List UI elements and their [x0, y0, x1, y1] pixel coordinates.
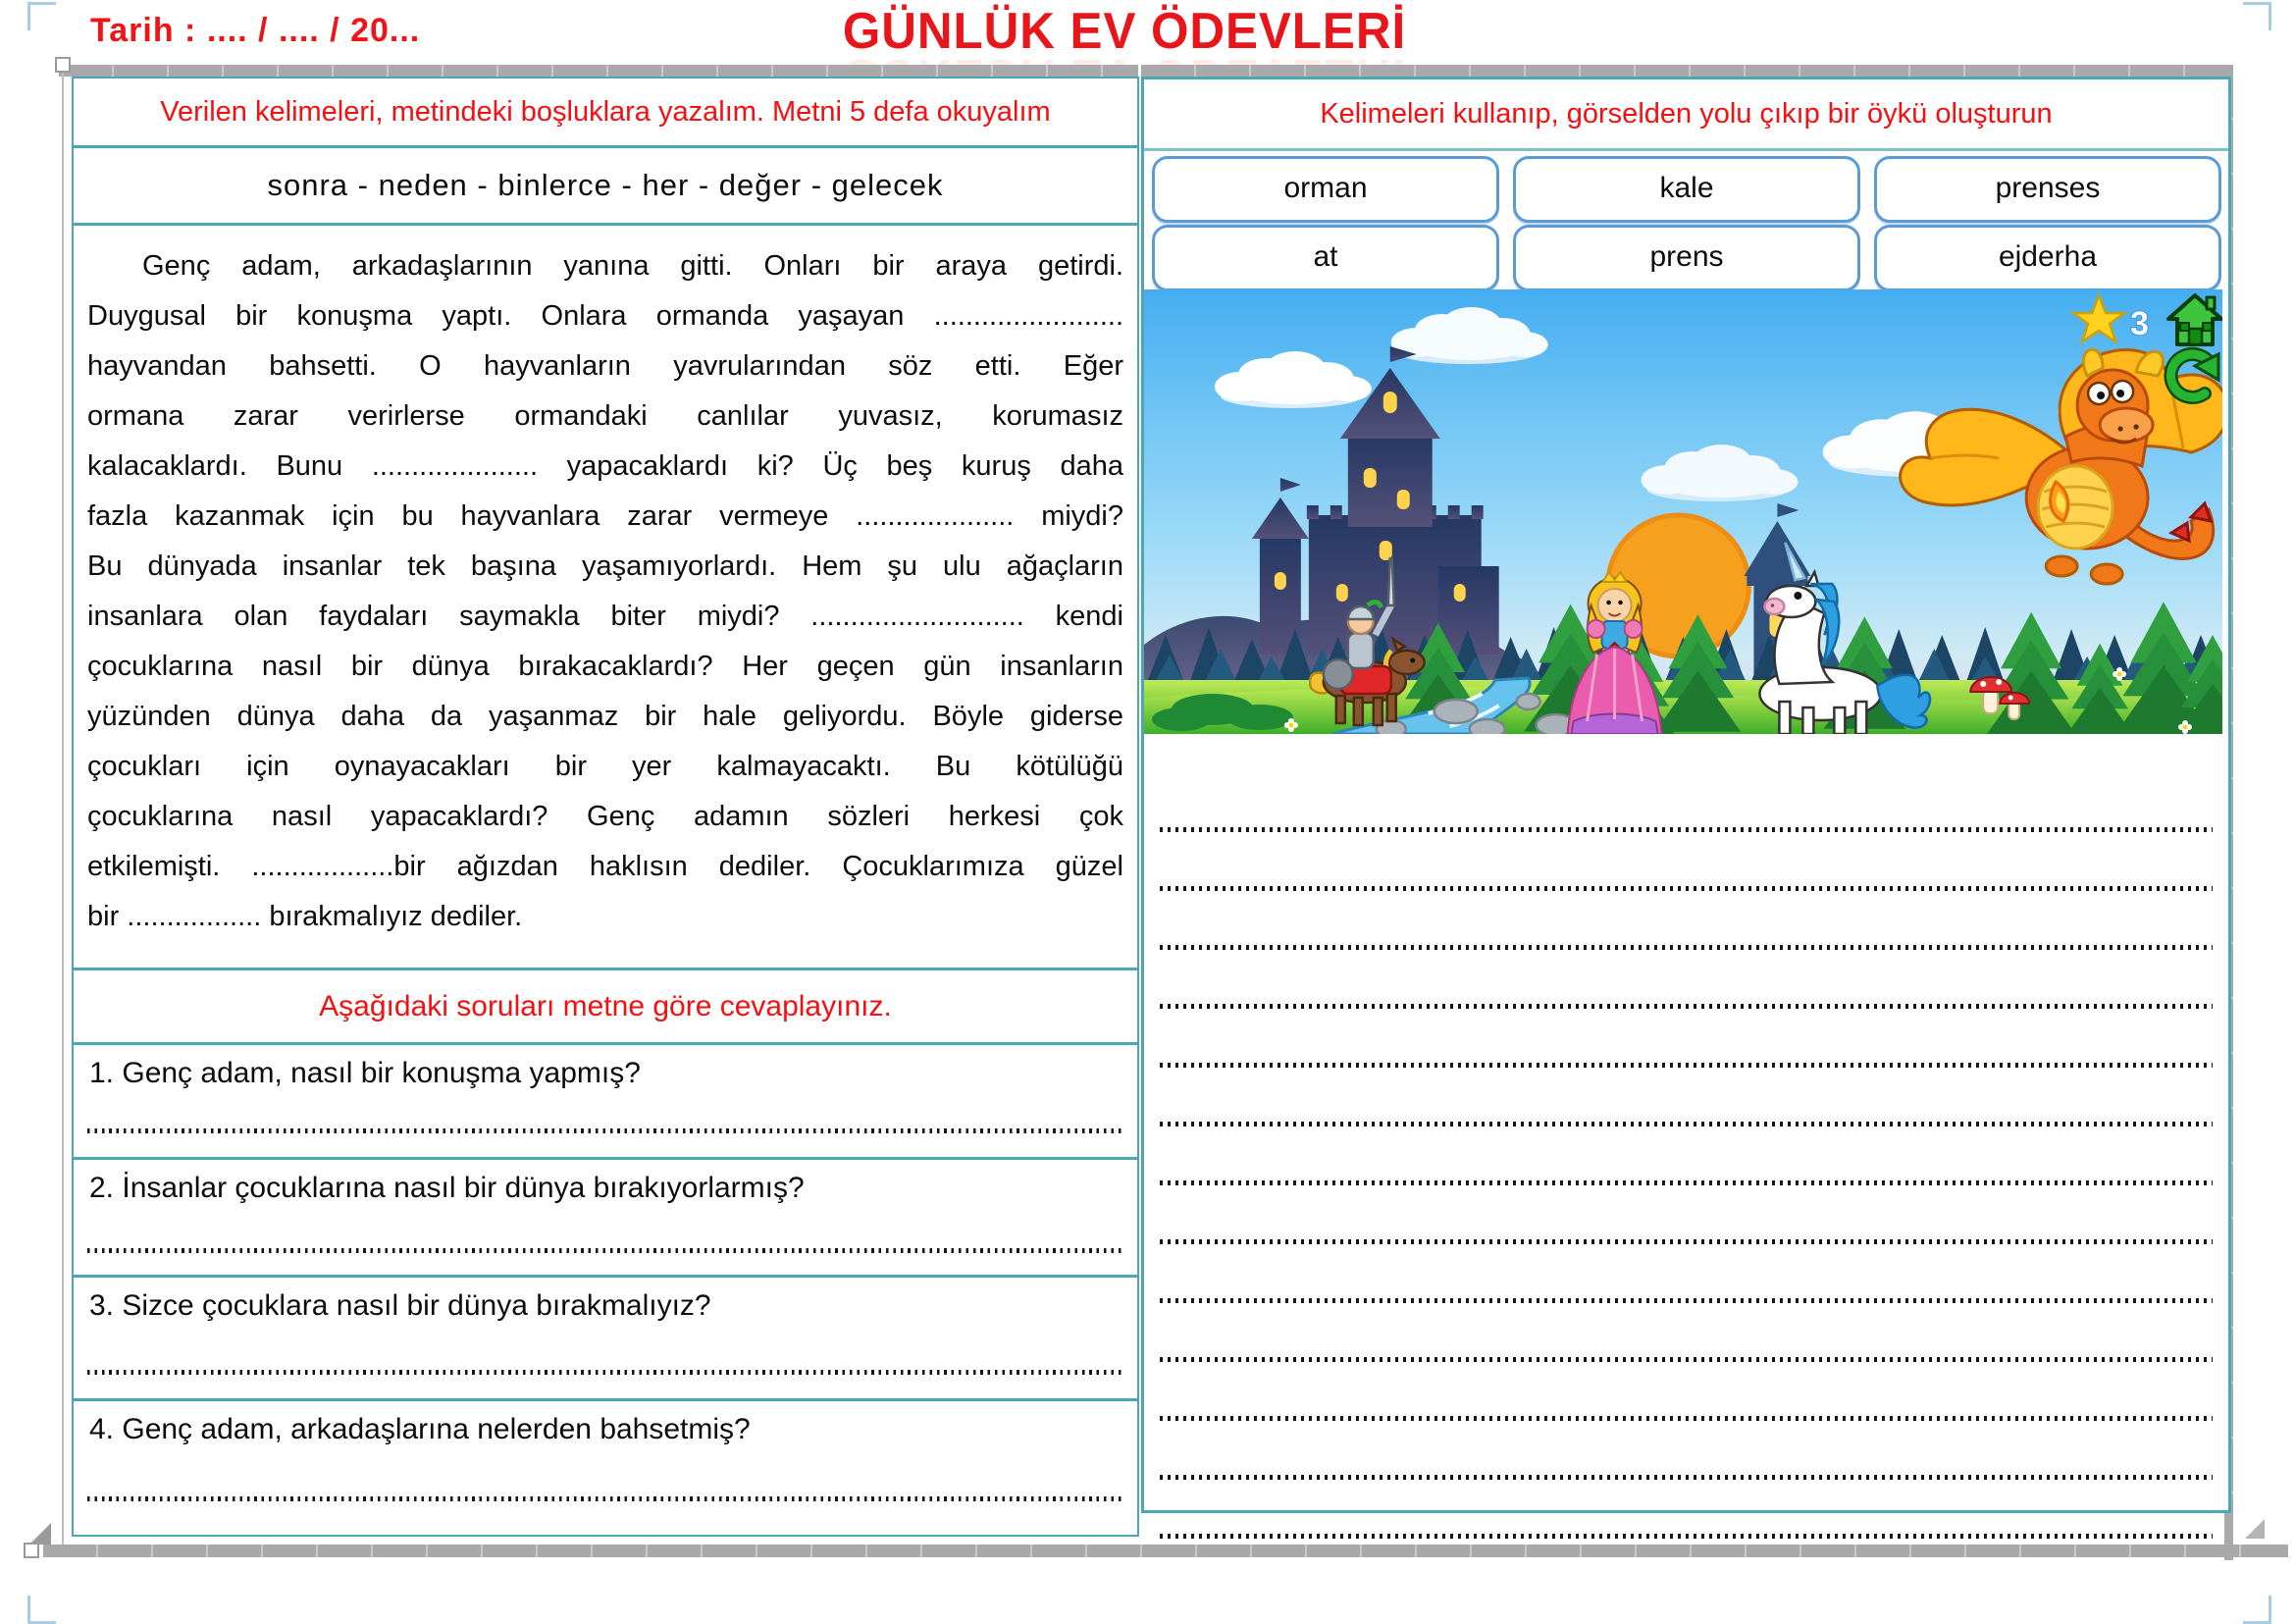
question-row [74, 1278, 1137, 1398]
writing-line[interactable] [1160, 827, 2213, 832]
story-illustration [1144, 289, 2222, 734]
writing-line[interactable] [1160, 1475, 2213, 1480]
answer-line[interactable] [87, 1128, 1123, 1133]
reading-passage [74, 226, 1137, 983]
question-row [74, 1401, 1137, 1531]
story-panel [1141, 77, 2231, 1513]
answer-line[interactable] [87, 1248, 1123, 1253]
right-instruction: Kelimeleri kullanıp, görselden yolu çıkıp bir öykü oluşturun [1320, 98, 2053, 130]
passage-line: Duygusal bir konuşma yaptı. Onlara ormanda yaşayan ........................ [87, 300, 1123, 332]
question-row [74, 1160, 1137, 1275]
bottom-scrollbar[interactable] [43, 1545, 2288, 1557]
question-text: 1. Genç adam, nasıl bir konuşma yapmış? [89, 1057, 641, 1089]
answer-line[interactable] [87, 1370, 1123, 1375]
word-card-kale[interactable]: kale [1513, 156, 1860, 223]
writing-line[interactable] [1160, 886, 2213, 891]
date-label: Tarih : .... / .... / 20... [90, 12, 421, 49]
word-card-prens[interactable]: prens [1513, 225, 1860, 291]
writing-line[interactable] [1160, 1239, 2213, 1244]
divider [1144, 148, 2228, 151]
corner-mark [27, 2, 56, 30]
passage-line: insanlara olan faydaları saymakla biter miydi? ........................... kendi [87, 601, 1123, 632]
question-text: 4. Genç adam, arkadaşlarına nelerden bahsetmiş? [89, 1413, 751, 1445]
left-table-gutter [62, 69, 64, 1545]
corner-mark [2243, 1596, 2271, 1624]
passage-line: ormana zarar verirlerse ormandaki canlılar yuvasız, korumasız [87, 400, 1123, 432]
question-row [74, 1045, 1137, 1157]
passage-line: fazla kazanmak için bu hayvanlara zarar vermeye .................... miydi? [87, 500, 1123, 532]
writing-line[interactable] [1160, 1416, 2213, 1421]
writing-line[interactable] [1160, 1298, 2213, 1303]
writing-line[interactable] [1160, 945, 2213, 950]
passage-line: hayvandan bahsetti. O hayvanların yavrularından söz etti. Eğer [87, 350, 1123, 382]
reading-panel [72, 77, 1139, 1537]
word-card-prenses[interactable]: prenses [1874, 156, 2221, 223]
answer-line[interactable] [87, 1496, 1123, 1501]
left-instruction: Verilen kelimeleri, metindeki boşluklara yazalım. Metni 5 defa okuyalım [160, 96, 1051, 128]
passage-line: bir ................. bırakmalıyız dediler. [87, 901, 523, 932]
questions-header: Aşağıdaki soruları metne göre cevaplayınız. [319, 990, 892, 1022]
writing-line[interactable] [1160, 1004, 2213, 1009]
selection-triangle-icon [29, 1523, 51, 1545]
passage-line: etkilemişti. ..................bir ağızdan haklısın dediler. Çocuklarımıza güzel [87, 851, 1123, 882]
resize-triangle-icon[interactable] [2245, 1519, 2265, 1539]
word-bank: sonra - neden - binlerce - her - değer - gelecek [267, 168, 944, 202]
passage-line: Genç adam, arkadaşlarının yanına gitti. Onları bir araya getirdi. [142, 250, 1123, 282]
passage-line: kalacaklardı. Bunu ..................... yapacaklardı ki? Üç beş kuruş daha [87, 450, 1123, 482]
word-card-orman[interactable]: orman [1152, 156, 1499, 223]
passage-line: çocuklarına nasıl bir dünya bırakacaklardı? Her geçen gün insanların [87, 651, 1123, 682]
top-ruler-right[interactable] [1141, 65, 2233, 77]
passage-line: çocuklarına nasıl yapacaklardı? Genç adamın sözleri herkesi çok [87, 801, 1123, 832]
passage-line: yüzünden dünya daha da yaşanmaz bir hale geliyordu. Böyle giderse [87, 701, 1123, 732]
corner-mark [2243, 2, 2271, 30]
writing-lines [1144, 734, 2228, 1510]
question-text: 2. İnsanlar çocuklarına nasıl bir dünya bırakıyorlarmış? [89, 1172, 805, 1204]
writing-line[interactable] [1160, 1534, 2213, 1539]
top-ruler-left[interactable] [59, 65, 1138, 77]
corner-mark [27, 1596, 56, 1624]
passage-line: çocukları için oynayacakları bir yer kalmayacaktı. Bu kötülüğü [87, 751, 1123, 782]
passage-line: Bu dünyada insanlar tek başına yaşamıyorlardı. Hem şu ulu ağaçların [87, 550, 1123, 582]
writing-line[interactable] [1160, 1357, 2213, 1362]
table-handle-top[interactable] [55, 57, 71, 73]
question-text: 3. Sizce çocuklara nasıl bir dünya bırakmalıyız? [89, 1289, 711, 1322]
table-handle-bottom[interactable] [24, 1543, 39, 1558]
page-title: GÜNLÜK EV ÖDEVLERİ [842, 3, 1407, 60]
writing-line[interactable] [1160, 1063, 2213, 1068]
star-count: 3 [2130, 304, 2149, 343]
word-card-at[interactable]: at [1152, 225, 1499, 291]
writing-line[interactable] [1160, 1122, 2213, 1126]
writing-line[interactable] [1160, 1180, 2213, 1185]
word-card-ejderha[interactable]: ejderha [1874, 225, 2221, 291]
